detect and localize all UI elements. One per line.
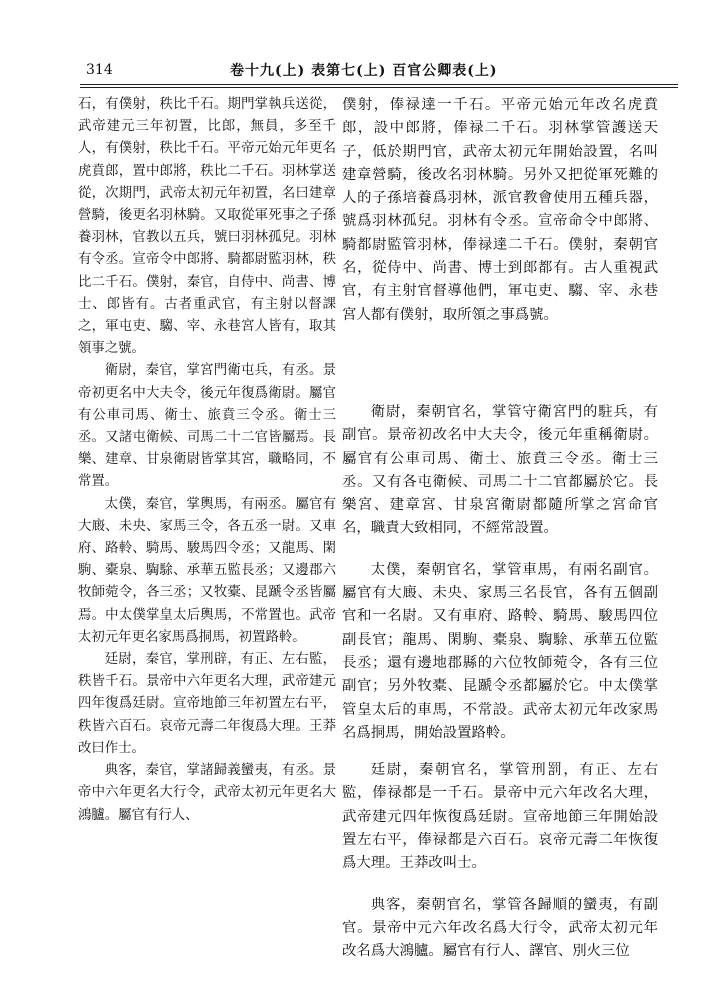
header-rule <box>80 84 678 85</box>
translation-paragraph: 衛尉，秦朝官名，掌管守衛宮門的駐兵，有副官。景帝初改名中大夫令，後元年重稱衛尉。屬官有公車司馬、衛士、旅賁三令丞。衛士三丞。又有各屯衛候、司馬二十二官都屬於它。長樂宮、建章宮、甘泉宮衛尉都隨所掌之宮命官名，職責大致相同，不經常設置。 <box>342 403 658 537</box>
classical-paragraph: 典客，秦官，掌諸歸義蠻夷，有丞。景帝中六年更名大行令，武帝太初元年更名大鴻臚。屬官有行人、 <box>78 763 336 823</box>
classical-paragraph: 衛尉，秦官，掌宮門衛屯兵，有丞。景帝初更名中大夫令，後元年復爲衛尉。屬官有公車司馬、衛士、旅賁三令丞。衛士三丞。又諸屯衛候、司馬二十二官皆屬焉。長樂、建章、甘泉衛尉皆掌其宮，職略同，不常置。 <box>78 363 336 490</box>
page-number: 314 <box>86 62 113 78</box>
translation-paragraph: 僕射，俸禄達一千石。平帝元始元年改名虎賁郎，設中郎將，俸禄二千石。羽林掌管護送天子，低於期門官，武帝太初元年開始設置，名叫建章營騎，後改名羽林騎。另外又把從軍死難的人的子孫培養爲羽林，派官教會使用五種兵器，號爲羽林孤兒。羽林有令丞。宣帝命令中郎將、騎都尉監管羽林，俸禄達二千石。僕射，秦朝官名，從侍中、尚書、博士到郎都有。古人重視武官，有主射官督導他們，軍屯吏、騶、宰、永巷宮人都有僕射，取所領之事爲號。 <box>342 97 658 323</box>
classical-text-column <box>78 94 336 827</box>
classical-paragraph: 石，有僕射，秩比千石。期門掌執兵送從，武帝建元三年初置，比郎，無員，多至千人，有僕射，秩比千石。平帝元始元年更名虎賁郎，置中郎將，秩比二千石。羽林掌送從，次期門，武帝太初元年初置，名曰建章營騎，後更名羽林騎。又取從軍死事之子孫養羽林，官教以五兵，號曰羽林孤兒。羽林有令丞。宣帝令中郎將、騎都尉監羽林，秩比二千石。僕射，秦官，自侍中、尚書、博士、郎皆有。古者重武官，有主射以督課之，軍屯吏、騶、宰、永巷宮人皆有，取其領事之號。 <box>78 97 336 357</box>
classical-paragraph: 太僕，秦官，掌輿馬，有兩丞。屬官有大廄、未央、家馬三令，各五丞一尉。又車府、路軨、騎馬、駿馬四令丞；又龍馬、閑駒、橐泉、騊駼、承華五監長丞；又邊郡六牧師菀令，各三丞；又牧橐、昆蹏令丞皆屬焉。中太僕掌皇太后輿馬，不常置也。武帝太初元年更名家馬爲挏馬，初置路軨。 <box>78 496 336 645</box>
translation-column <box>342 94 658 964</box>
classical-paragraph: 廷尉，秦官，掌刑辟，有正、左右監，秩皆千石。景帝中六年更名大理，武帝建元四年復爲廷尉。宣帝地節三年初置左右平，秩皆六百石。哀帝元壽二年復爲大理。王莽改曰作士。 <box>78 652 336 756</box>
translation-paragraph: 廷尉，秦朝官名，掌管刑罰，有正、左右監，俸禄都是一千石。景帝中元六年改名大理，武帝建元四年恢復爲廷尉。宣帝地節三年開始設置左右平，俸禄都是六百石。哀帝元壽二年恢復爲大理。王莽改叫士。 <box>342 762 658 872</box>
running-head: 卷十九(上) 表第七(上) 百官公卿表(上) <box>230 63 498 79</box>
translation-paragraph: 典客，秦朝官名，掌管各歸順的蠻夷，有副官。景帝中元六年改名爲大行令，武帝太初元年改名爲大鴻臚。屬官有行人、譯官、別火三位 <box>342 896 658 960</box>
translation-paragraph: 太僕，秦朝官名，掌管車馬，有兩名副官。屬官有大廄、未央、家馬三名長官，各有五個副官和一名尉。又有車府、路軨、騎馬、駿馬四位副長官；龍馬、閑駒、橐泉、騊駼、承華五位監長丞；還有邊地郡縣的六位牧師菀令，各有三位副官；另外牧橐、昆蹏令丞都屬於它。中太僕掌管皇太后的車馬，不常設。武帝太初元年改家馬名爲挏馬，開始設置路軨。 <box>342 561 658 741</box>
header-rule-thin <box>80 87 678 88</box>
page-header <box>80 60 676 84</box>
